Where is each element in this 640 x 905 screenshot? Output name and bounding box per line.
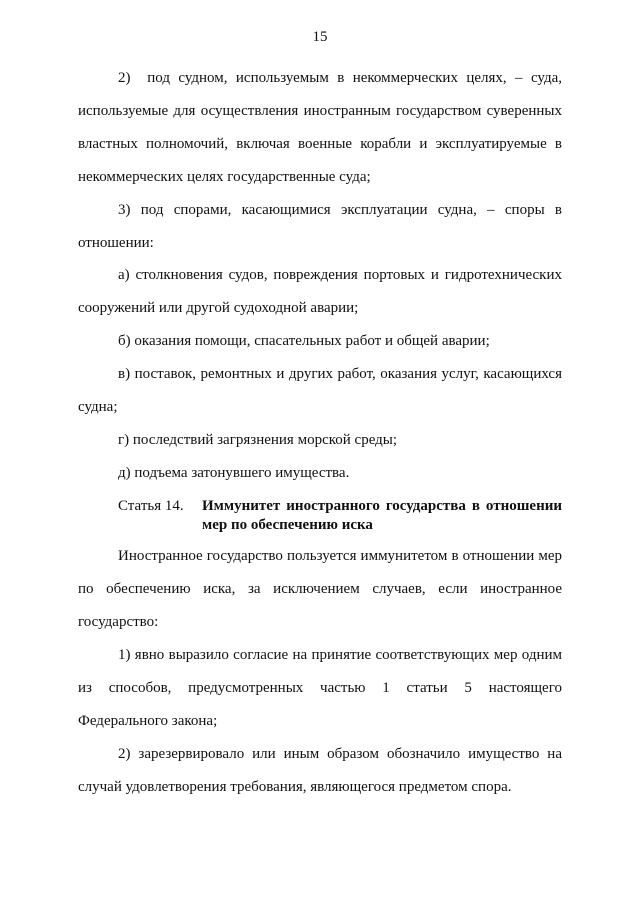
- list-item-g: г) последствий загрязнения морской среды;: [118, 432, 398, 448]
- paragraph-exception-2: 2) зарезервировало или иным образом обозначило имущество на случай удовлетворения требования, являющегося предметом спора.: [78, 746, 562, 795]
- article-heading: [118, 497, 562, 535]
- list-item-d: д) подъема затонувшего имущества.: [118, 465, 350, 481]
- list-item-b: б) оказания помощи, спасательных работ и общей аварии;: [118, 333, 490, 349]
- paragraph-disputes-definition: 3) под спорами, касающимися эксплуатации судна, – споры в отношении:: [78, 202, 562, 251]
- list-item-v: в) поставок, ремонтных и других работ, оказания услуг, касающихся судна;: [78, 366, 562, 415]
- page-number: 15: [312, 29, 328, 45]
- list-item-a: а) столкновения судов, повреждения портовых и гидротехнических сооружений или другой судоходной аварии;: [78, 267, 562, 316]
- paragraph-exception-1: 1) явно выразило согласие на принятие соответствующих мер одним из способов, предусмотренных частью 1 статьи 5 настоящего Федерального закона;: [78, 647, 562, 729]
- article-number: Статья 14.: [118, 498, 184, 514]
- article-title: Иммунитет иностранного государства в отношении мер по обеспечению иска: [202, 498, 562, 533]
- paragraph-immunity: Иностранное государство пользуется иммунитетом в отношении мер по обеспечению иска, за исключением случаев, если иностранное государство:: [78, 548, 562, 630]
- paragraph-vessel-definition: 2) под судном, используемым в некоммерческих целях, – суда, используемые для осуществления иностранным государством суверенных властных полномочий, включая военные корабли и эксплуатируемые в некоммерческих целях государственные суда;: [78, 70, 562, 185]
